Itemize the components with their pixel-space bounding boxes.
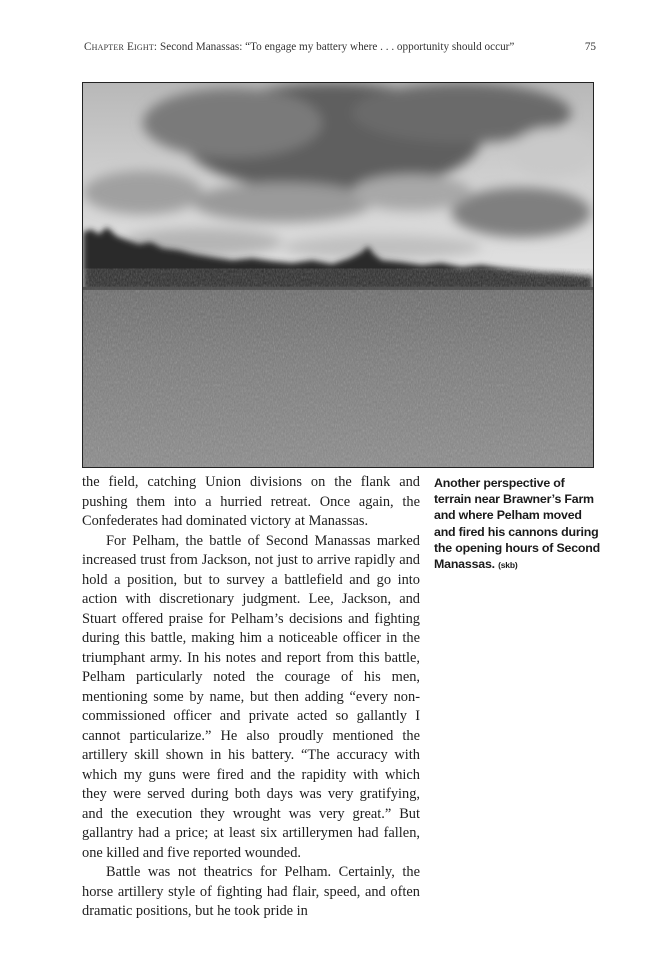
paragraph-2: For Pelham, the battle of Second Manassas marked increased trust from Jackson, not just to arrive rapidly and hold a position, but to survey a battlefield and go into action with discretionary judgment. Lee, Jackson, and Stuart offered praise for Pelham’s decisions and fighting during this battle, making him a noticeable officer in the triumphant army. In his notes and report from this battle, Pelham particularly noted the courage of his men, mentioning some by name, but then adding “every non-commissioned officer and private acted so gallantly I cannot particularize.” He also proudly mentioned the artillery skill shown in his battery. “The accuracy with which my guns were fired and the rapidity with which they were served during both days was very gratifying, and the execution they wrought was very great.” But gallantry had a price; at least six artillerymen had fallen, one killed and five reported wounded.: [82, 532, 420, 861]
battlefield-photo: [82, 82, 594, 468]
body-text: [82, 473, 420, 922]
page-number: 75: [584, 41, 596, 53]
photo-landscape: [83, 83, 593, 467]
caption-text: Another perspective of terrain near Brawner’s Farm and where Pelham moved and fired his cannons during the opening hours of Second Manassas.: [434, 476, 600, 572]
photo-caption: [434, 475, 602, 573]
photo-credit: (skb): [498, 560, 518, 571]
paragraph-1: the field, catching Union divisions on the flank and pushing them into a hurried retreat. Once again, the Confederates had dominated victory at Manassas.: [82, 474, 420, 529]
chapter-label: Chapter Eight:: [84, 41, 158, 53]
chapter-title: Second Manassas: “To engage my battery where . . . opportunity should occur”: [160, 41, 515, 53]
paragraph-3: Battle was not theatrics for Pelham. Certainly, the horse artillery style of fighting had flair, speed, and often dramatic positions, but he took pride in: [82, 864, 420, 919]
running-head: [84, 40, 600, 54]
